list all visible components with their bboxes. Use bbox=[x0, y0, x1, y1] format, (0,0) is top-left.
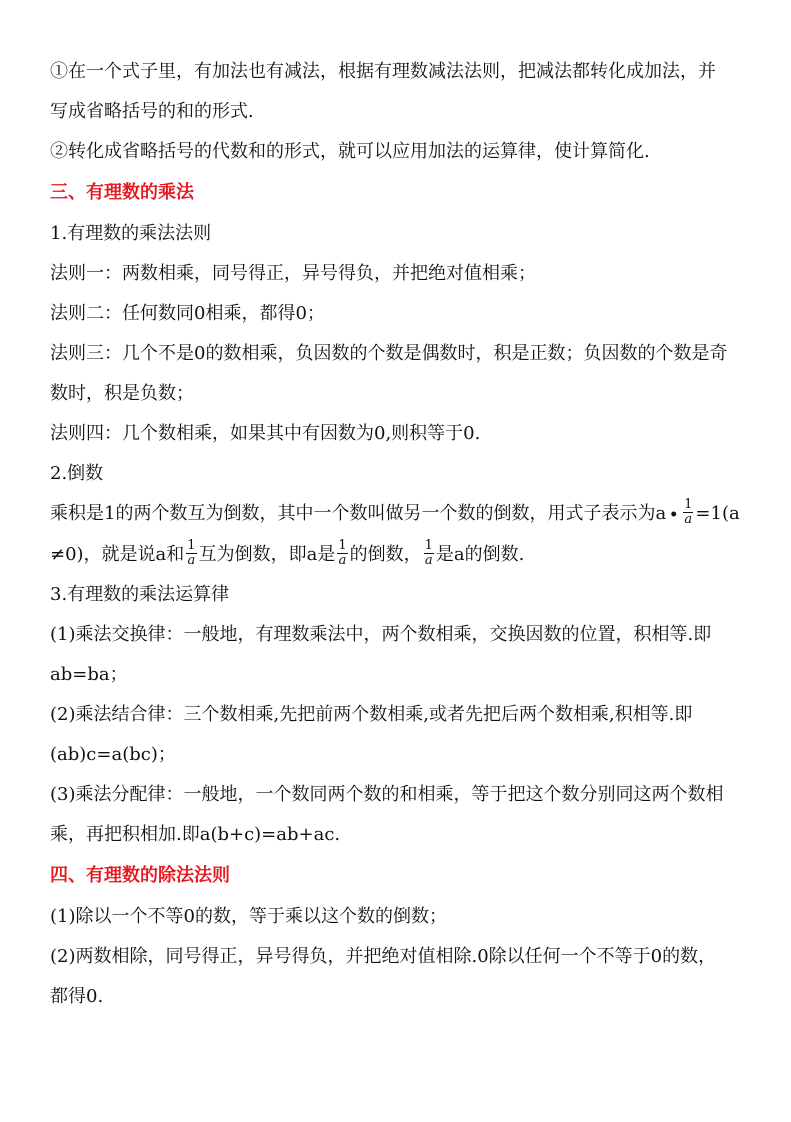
section-heading-multiplication: 三、有理数的乘法 bbox=[50, 182, 194, 203]
rule-line: 法则一：两数相乘，同号得正，异号得负，并把绝对值相乘； bbox=[50, 263, 536, 284]
fraction bbox=[186, 539, 196, 568]
text-run: 互为倒数，即a是 bbox=[198, 544, 336, 565]
reciprocal-definition-line bbox=[50, 494, 750, 535]
fraction bbox=[683, 498, 693, 527]
subsection-title: 3.有理数的乘法运算律 bbox=[50, 584, 230, 605]
text-line: 写成省略括号的和的形式. bbox=[50, 101, 254, 122]
text-run: 乘积是1的两个数互为倒数，其中一个数叫做另一个数的倒数，用式子表示为a bbox=[50, 503, 667, 524]
subsection-title: 2.倒数 bbox=[50, 463, 104, 484]
text-run: ≠0)，就是说a和 bbox=[50, 544, 185, 565]
fraction-denominator: a bbox=[338, 552, 347, 568]
subsection-title: 1.有理数的乘法法则 bbox=[50, 223, 212, 244]
rule-line: (1)除以一个不等0的数，等于乘以这个数的倒数； bbox=[50, 906, 447, 927]
law-line: (ab)c=a(bc)； bbox=[50, 744, 176, 765]
fraction-numerator: 1 bbox=[684, 496, 693, 512]
law-line: ab=ba； bbox=[50, 664, 128, 685]
text-line: ②转化成省略括号的代数和的形式，就可以应用加法的运算律，使计算简化. bbox=[50, 141, 650, 162]
text-run: =1(a bbox=[695, 503, 740, 524]
law-line: (2)乘法结合律：三个数相乘,先把前两个数相乘,或者先把后两个数相乘,积相等.即 bbox=[50, 704, 693, 725]
text-line: ①在一个式子里，有加法也有减法，根据有理数减法法则，把减法都转化成加法，并 bbox=[50, 61, 716, 82]
rule-line: 法则三：几个不是0的数相乘，负因数的个数是偶数时，积是正数；负因数的个数是奇 bbox=[50, 343, 728, 364]
fraction-numerator: 1 bbox=[187, 537, 196, 553]
law-line: (3)乘法分配律：一般地，一个数同两个数的和相乘，等于把这个数分别同这两个数相 bbox=[50, 784, 724, 805]
fraction-denominator: a bbox=[684, 511, 693, 527]
fraction-denominator: a bbox=[424, 552, 433, 568]
document-page bbox=[50, 52, 750, 1017]
text-run: 的倒数， bbox=[349, 544, 422, 565]
fraction bbox=[337, 539, 347, 568]
section-heading-division: 四、有理数的除法法则 bbox=[50, 865, 230, 886]
fraction bbox=[424, 539, 434, 568]
rule-line: 数时，积是负数； bbox=[50, 383, 194, 404]
fraction-denominator: a bbox=[187, 552, 196, 568]
rule-line: 法则四：几个数相乘，如果其中有因数为0,则积等于0. bbox=[50, 423, 481, 444]
multiply-dot: • bbox=[669, 507, 679, 523]
rule-line: 都得0. bbox=[50, 986, 104, 1007]
text-run: 是a的倒数. bbox=[435, 544, 525, 565]
law-line: (1)乘法交换律：一般地，有理数乘法中，两个数相乘，交换因数的位置，积相等.即 bbox=[50, 624, 712, 645]
reciprocal-definition-line bbox=[50, 535, 750, 575]
fraction-numerator: 1 bbox=[338, 537, 347, 553]
rule-line: 法则二：任何数同0相乘，都得0； bbox=[50, 303, 325, 324]
law-line: 乘，再把积相加.即a(b+c)=ab+ac. bbox=[50, 824, 341, 845]
rule-line: (2)两数相除，同号得正，异号得负，并把绝对值相除.0除以任何一个不等于0的数， bbox=[50, 946, 717, 967]
fraction-numerator: 1 bbox=[424, 537, 433, 553]
